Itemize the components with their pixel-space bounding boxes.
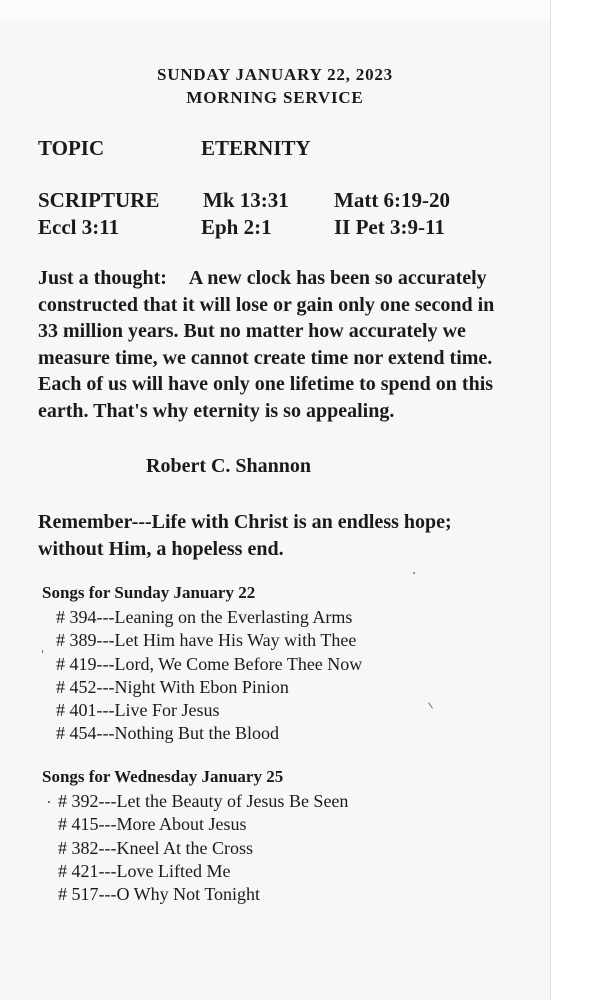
scripture-ref: Eph 2:1	[201, 215, 272, 239]
scan-speck	[428, 702, 433, 708]
thought-text: A new clock has been so accurately constructed that it will lose or gain only one second in 33 million years. But no matter how accurately we measure time, we cannot create time nor extend time. Each of us will have only one lifetime to spend on this earth. That's why eternity is so appealing.	[38, 267, 495, 422]
topic-label: TOPIC	[38, 136, 105, 160]
scripture-label: SCRIPTURE	[38, 188, 160, 212]
list-item: # 394---Leaning on the Everlasting Arms	[56, 607, 353, 627]
list-item: # 392---Let the Beauty of Jesus Be Seen	[58, 791, 349, 811]
list-item: # 454---Nothing But the Blood	[56, 723, 279, 744]
scripture-ref: II Pet 3:9-11	[334, 215, 445, 239]
list-item: # 517---O Why Not Tonight	[58, 884, 261, 905]
scan-speck	[42, 650, 43, 653]
topic-value: ETERNITY	[201, 136, 311, 160]
list-item: # 421---Love Lifted Me	[58, 860, 231, 881]
scripture-ref: Matt 6:19-20	[334, 188, 451, 212]
list-item: # 389---Let Him have His Way with Thee	[56, 630, 357, 651]
thought-author: Robert C. Shannon	[146, 455, 312, 477]
remember-paragraph: Remember---Life with Christ is an endless hope; without Him, a hopeless end.	[38, 511, 452, 560]
scan-speck	[413, 572, 415, 574]
scripture-ref: Eccl 3:11	[38, 215, 120, 239]
page-top-edge	[0, 0, 550, 22]
service-heading: MORNING SERVICE	[186, 88, 364, 107]
date-heading: SUNDAY JANUARY 22, 2023	[157, 65, 393, 84]
songs-wednesday-list	[58, 790, 348, 906]
list-item: # 452---Night With Ebon Pinion	[56, 676, 289, 697]
list-item: # 401---Live For Jesus	[56, 700, 220, 721]
scripture-ref: Mk 13:31	[203, 188, 289, 212]
thought-paragraph	[38, 265, 508, 424]
list-item: # 415---More About Jesus	[58, 814, 247, 835]
songs-sunday-title: Songs for Sunday January 22	[42, 583, 256, 602]
songs-sunday-list	[56, 606, 362, 746]
scan-speck	[48, 801, 50, 803]
thought-label: Just a thought:	[38, 267, 167, 289]
songs-wednesday-title: Songs for Wednesday January 25	[42, 767, 284, 786]
list-item: # 382---Kneel At the Cross	[58, 837, 253, 858]
list-item: # 419---Lord, We Come Before Thee Now	[56, 653, 363, 674]
